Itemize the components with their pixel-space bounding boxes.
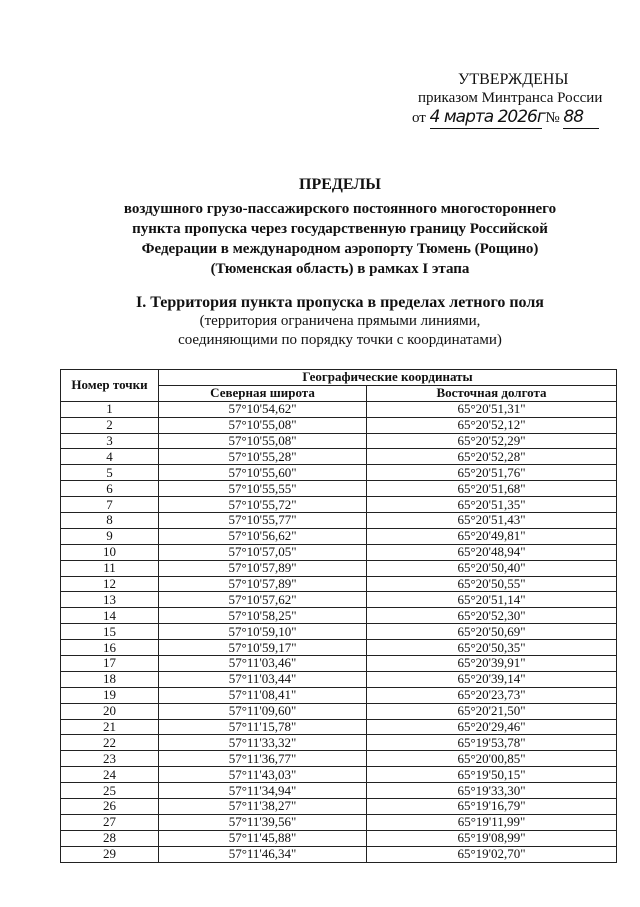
- table-body: [61, 401, 617, 862]
- latitude-cell: 57°11'46,34": [159, 846, 367, 862]
- latitude-cell: 57°10'55,08": [159, 417, 367, 433]
- longitude-cell: 65°20'49,81": [367, 528, 617, 544]
- table-row: [61, 433, 617, 449]
- table-row: [61, 465, 617, 481]
- table-row: [61, 656, 617, 672]
- longitude-cell: 65°20'21,50": [367, 703, 617, 719]
- table-row: [61, 767, 617, 783]
- subtitle-line: Федерации в международном аэропорту Тюмень (Рощино): [141, 241, 539, 257]
- section-heading: [60, 293, 620, 350]
- latitude-cell: 57°11'08,41": [159, 687, 367, 703]
- latitude-cell: 57°10'55,60": [159, 465, 367, 481]
- latitude-cell: 57°10'55,28": [159, 449, 367, 465]
- point-number-cell: 3: [61, 433, 159, 449]
- longitude-cell: 65°20'51,68": [367, 481, 617, 497]
- latitude-cell: 57°11'34,94": [159, 783, 367, 799]
- approval-title: УТВЕРЖДЕНЫ: [458, 71, 569, 88]
- point-number-cell: 11: [61, 560, 159, 576]
- section-note-line: соединяющими по порядку точки с координатами): [178, 332, 502, 348]
- point-number-cell: 13: [61, 592, 159, 608]
- longitude-cell: 65°19'11,99": [367, 814, 617, 830]
- table-row: [61, 449, 617, 465]
- longitude-cell: 65°20'52,12": [367, 417, 617, 433]
- point-number-cell: 5: [61, 465, 159, 481]
- approval-order-text: приказом Минтранса России: [418, 90, 603, 106]
- table-row: [61, 783, 617, 799]
- coordinates-table: [60, 369, 617, 863]
- table-row: [61, 417, 617, 433]
- longitude-cell: 65°20'51,76": [367, 465, 617, 481]
- point-number-cell: 7: [61, 497, 159, 513]
- longitude-cell: 65°20'51,43": [367, 513, 617, 529]
- point-number-cell: 1: [61, 401, 159, 417]
- point-number-cell: 15: [61, 624, 159, 640]
- latitude-cell: 57°10'57,89": [159, 560, 367, 576]
- table-row: [61, 513, 617, 529]
- latitude-cell: 57°11'33,32": [159, 735, 367, 751]
- longitude-cell: 65°19'53,78": [367, 735, 617, 751]
- table-row: [61, 401, 617, 417]
- header-longitude: Восточная долгота: [367, 385, 617, 401]
- longitude-cell: 65°20'23,73": [367, 687, 617, 703]
- latitude-cell: 57°10'59,10": [159, 624, 367, 640]
- handwritten-number: 88: [563, 107, 584, 127]
- point-number-cell: 6: [61, 481, 159, 497]
- table-row: [61, 799, 617, 815]
- point-number-cell: 26: [61, 799, 159, 815]
- latitude-cell: 57°10'57,05": [159, 544, 367, 560]
- longitude-cell: 65°20'50,35": [367, 640, 617, 656]
- point-number-cell: 27: [61, 814, 159, 830]
- latitude-cell: 57°10'55,72": [159, 497, 367, 513]
- longitude-cell: 65°20'00,85": [367, 751, 617, 767]
- latitude-cell: 57°10'55,55": [159, 481, 367, 497]
- latitude-cell: 57°11'09,60": [159, 703, 367, 719]
- point-number-cell: 9: [61, 528, 159, 544]
- longitude-cell: 65°20'50,55": [367, 576, 617, 592]
- point-number-cell: 20: [61, 703, 159, 719]
- longitude-cell: 65°19'08,99": [367, 830, 617, 846]
- subtitle-line: пункта пропуска через государственную границу Российской: [132, 221, 548, 237]
- point-number-cell: 10: [61, 544, 159, 560]
- longitude-cell: 65°20'48,94": [367, 544, 617, 560]
- point-number-cell: 17: [61, 656, 159, 672]
- section-note-line: (территория ограничена прямыми линиями,: [199, 313, 481, 329]
- latitude-cell: 57°10'55,08": [159, 433, 367, 449]
- latitude-cell: 57°10'54,62": [159, 401, 367, 417]
- subtitle-line: воздушного грузо-пассажирского постоянного многостороннего: [123, 201, 557, 217]
- latitude-cell: 57°11'38,27": [159, 799, 367, 815]
- section-title: I. Территория пункта пропуска в пределах летного поля: [136, 294, 544, 311]
- table-row: [61, 846, 617, 862]
- header-latitude: Северная широта: [159, 385, 367, 401]
- point-number-cell: 25: [61, 783, 159, 799]
- point-number-cell: 29: [61, 846, 159, 862]
- longitude-cell: 65°20'50,40": [367, 560, 617, 576]
- table-row: [61, 640, 617, 656]
- point-number-cell: 19: [61, 687, 159, 703]
- table-row: [61, 703, 617, 719]
- table-row: [61, 528, 617, 544]
- latitude-cell: 57°10'58,25": [159, 608, 367, 624]
- longitude-cell: 65°20'52,29": [367, 433, 617, 449]
- point-number-cell: 24: [61, 767, 159, 783]
- longitude-cell: 65°20'39,14": [367, 671, 617, 687]
- table-row: [61, 624, 617, 640]
- point-number-cell: 8: [61, 513, 159, 529]
- table-row: [61, 830, 617, 846]
- point-number-cell: 22: [61, 735, 159, 751]
- latitude-cell: 57°10'59,17": [159, 640, 367, 656]
- point-number-cell: 14: [61, 608, 159, 624]
- point-number-cell: 2: [61, 417, 159, 433]
- from-label: от: [412, 110, 426, 126]
- table-row: [61, 671, 617, 687]
- subtitle-line: (Тюменская область) в рамках I этапа: [210, 261, 470, 277]
- header-point-number: Номер точки: [61, 370, 159, 402]
- longitude-cell: 65°20'51,35": [367, 497, 617, 513]
- latitude-cell: 57°11'03,46": [159, 656, 367, 672]
- table-row: [61, 544, 617, 560]
- document-title: [60, 175, 620, 279]
- latitude-cell: 57°10'57,89": [159, 576, 367, 592]
- point-number-cell: 21: [61, 719, 159, 735]
- latitude-cell: 57°11'36,77": [159, 751, 367, 767]
- point-number-cell: 23: [61, 751, 159, 767]
- longitude-cell: 65°20'29,46": [367, 719, 617, 735]
- document-heading: ПРЕДЕЛЫ: [299, 176, 381, 193]
- longitude-cell: 65°20'52,28": [367, 449, 617, 465]
- table-row: [61, 560, 617, 576]
- table-row: [61, 814, 617, 830]
- longitude-cell: 65°20'52,30": [367, 608, 617, 624]
- latitude-cell: 57°10'56,62": [159, 528, 367, 544]
- table-row: [61, 576, 617, 592]
- number-label: №: [545, 110, 560, 126]
- header-coordinates: Географические координаты: [159, 370, 617, 386]
- longitude-cell: 65°19'33,30": [367, 783, 617, 799]
- longitude-cell: 65°20'51,31": [367, 401, 617, 417]
- latitude-cell: 57°11'15,78": [159, 719, 367, 735]
- handwritten-date: 4 марта 2026г: [429, 107, 545, 127]
- approval-date-line: [412, 108, 620, 129]
- latitude-cell: 57°11'03,44": [159, 671, 367, 687]
- longitude-cell: 65°19'16,79": [367, 799, 617, 815]
- longitude-cell: 65°19'02,70": [367, 846, 617, 862]
- point-number-cell: 16: [61, 640, 159, 656]
- point-number-cell: 4: [61, 449, 159, 465]
- latitude-cell: 57°11'45,88": [159, 830, 367, 846]
- point-number-cell: 18: [61, 671, 159, 687]
- table-row: [61, 735, 617, 751]
- table-row: [61, 608, 617, 624]
- longitude-cell: 65°20'51,14": [367, 592, 617, 608]
- approval-block: [412, 70, 620, 129]
- latitude-cell: 57°10'55,77": [159, 513, 367, 529]
- latitude-cell: 57°11'43,03": [159, 767, 367, 783]
- table-row: [61, 481, 617, 497]
- table-row: [61, 497, 617, 513]
- latitude-cell: 57°10'57,62": [159, 592, 367, 608]
- latitude-cell: 57°11'39,56": [159, 814, 367, 830]
- table-row: [61, 687, 617, 703]
- table-row: [61, 719, 617, 735]
- point-number-cell: 12: [61, 576, 159, 592]
- point-number-cell: 28: [61, 830, 159, 846]
- table-row: [61, 592, 617, 608]
- longitude-cell: 65°20'39,91": [367, 656, 617, 672]
- longitude-cell: 65°19'50,15": [367, 767, 617, 783]
- table-row: [61, 751, 617, 767]
- longitude-cell: 65°20'50,69": [367, 624, 617, 640]
